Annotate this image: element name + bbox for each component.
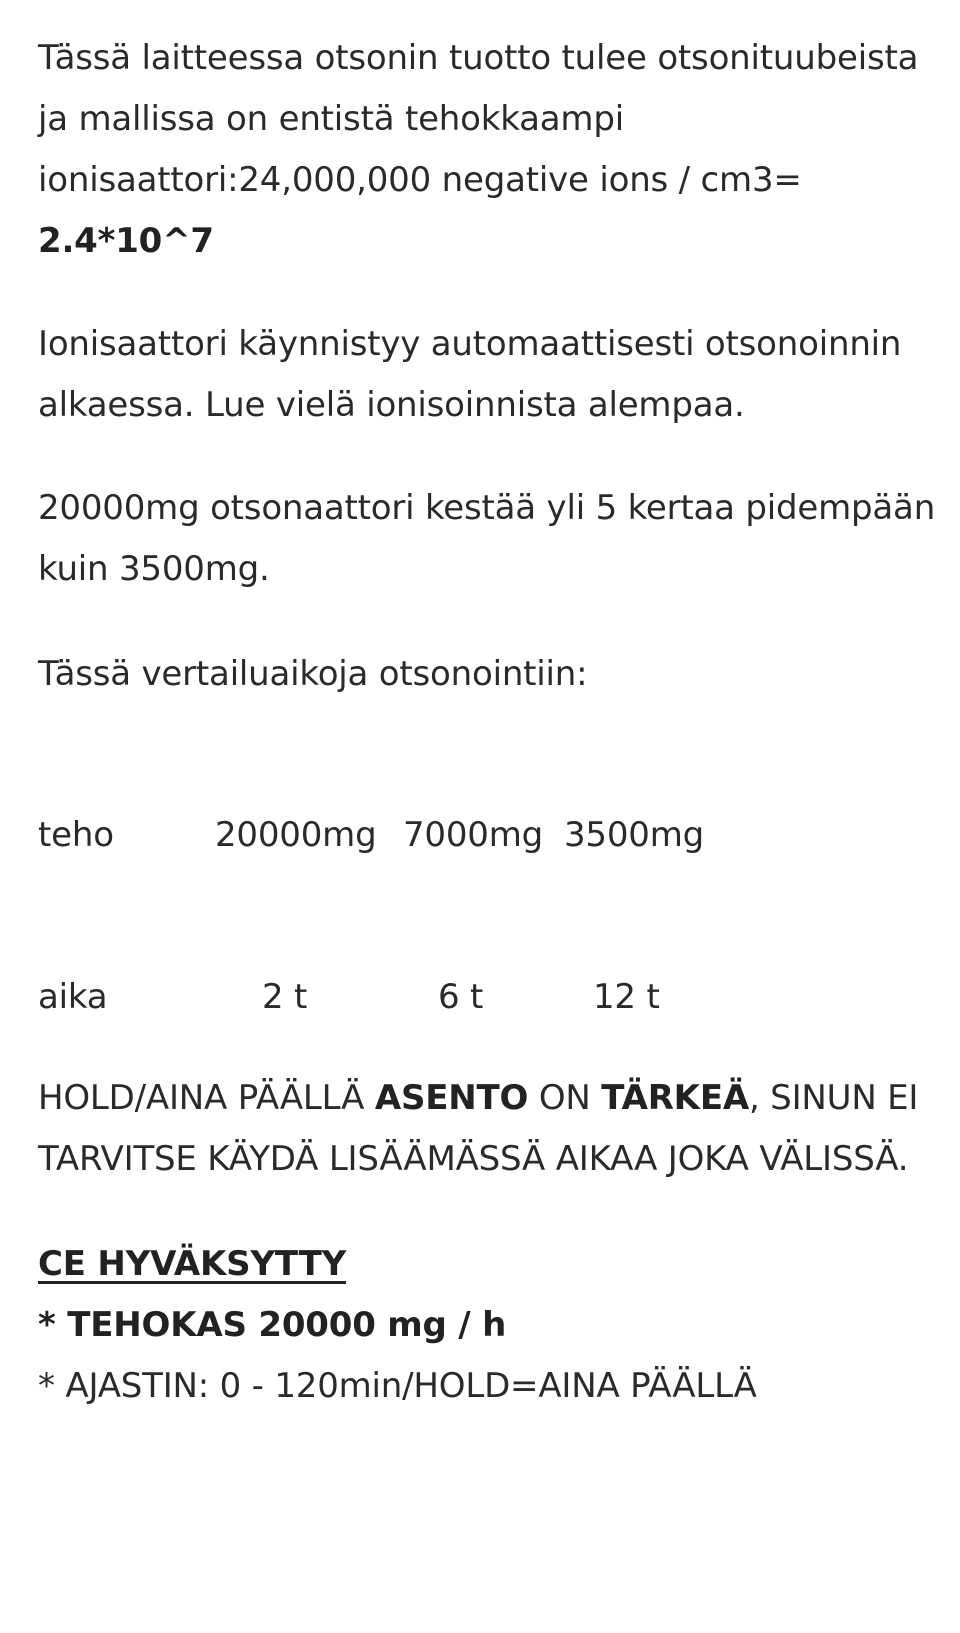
aika-value-7000: 6 t [438, 977, 484, 1017]
table-row-teho [38, 805, 938, 866]
paragraph-durability: 20000mg otsonaattori kestää yli 5 kertaa pidempään kuin 3500mg. [38, 488, 936, 589]
hold-bold-tarkea: TÄRKEÄ [601, 1078, 749, 1118]
hold-text-3: , SINUN EI TARVITSE KÄYDÄ LISÄÄMÄSSÄ AIKAA JOKA VÄLISSÄ. [38, 1078, 919, 1179]
aika-value-20000: 2 t [262, 977, 308, 1017]
feature-timer: * AJASTIN: 0 - 120min/HOLD=AINA PÄÄLLÄ [38, 1366, 757, 1406]
paragraph-ionizer-text: Tässä laitteessa otsonin tuotto tulee otsonituubeista ja mallissa on entistä tehokkaampi ionisaattori:24,000,000 negative ions / cm3= [38, 38, 919, 200]
paragraph-ionizer-intro [38, 28, 938, 272]
hold-text-2: ON [528, 1078, 602, 1118]
product-description [38, 28, 938, 1417]
ion-density-value: 2.4*10^7 [38, 221, 214, 261]
hold-text-1: HOLD/AINA PÄÄLLÄ [38, 1078, 375, 1118]
row-label-teho: teho [38, 815, 114, 855]
teho-value-3500: 3500mg [564, 815, 705, 855]
table-row-aika [38, 967, 938, 1028]
ce-approved-heading: CE HYVÄKSYTTY [38, 1244, 347, 1284]
paragraph-comparison-intro: Tässä vertailuaikoja otsonointiin: [38, 654, 588, 694]
hold-bold-asento: ASENTO [374, 1078, 529, 1118]
aika-value-3500: 12 t [593, 977, 660, 1017]
paragraph-hold-mode [38, 1068, 938, 1190]
feature-power [38, 1295, 938, 1356]
feature-power-text: * TEHOKAS 20000 mg / h [38, 1305, 507, 1345]
teho-value-20000: 20000mg [215, 815, 377, 855]
teho-value-7000: 7000mg [403, 815, 544, 855]
paragraph-ionizer-autostart: Ionisaattori käynnistyy automaattisesti otsonoinnin alkaessa. Lue vielä ionisoinnista alempaa. [38, 324, 902, 425]
row-label-aika: aika [38, 977, 108, 1017]
features-heading [38, 1234, 938, 1295]
